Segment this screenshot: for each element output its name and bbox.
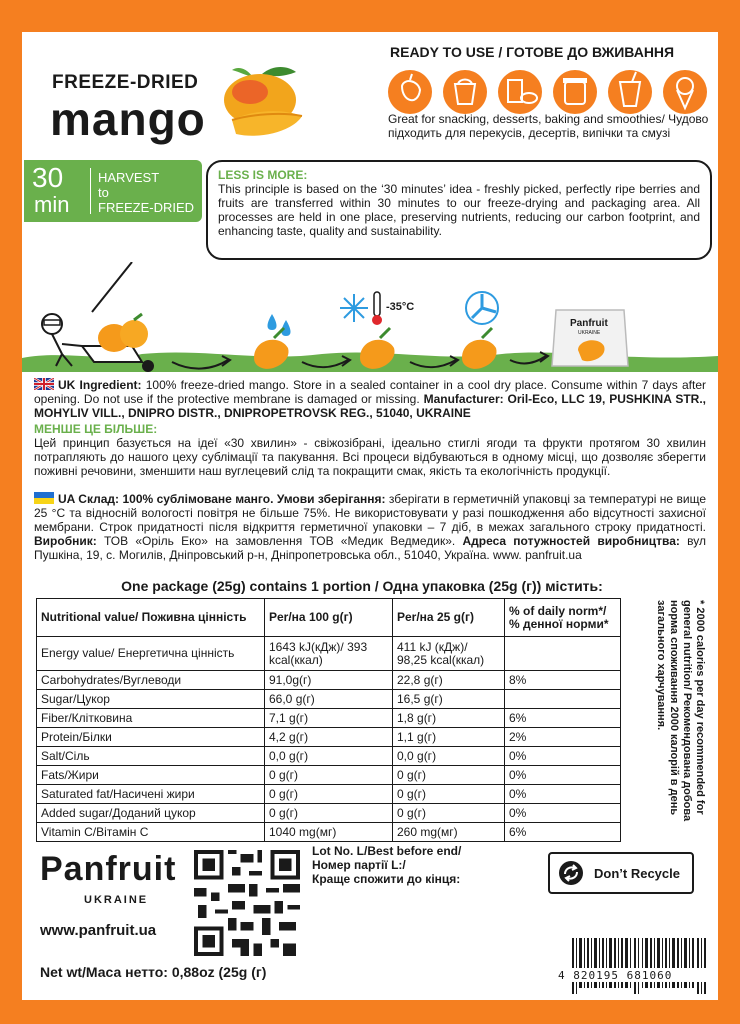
table-cell: 22,8 g(г) [393, 671, 505, 690]
jar-icon [553, 70, 597, 114]
pouch-icon [552, 310, 628, 366]
product-title: mango [50, 93, 206, 145]
table-cell: 8% [505, 671, 621, 690]
table-cell: 66,0 g(г) [265, 690, 393, 709]
pouch-brand: Panfruit [570, 318, 608, 329]
dont-recycle-badge [548, 852, 694, 894]
ua-address-label: Адреса потужностей виробництва: [462, 534, 680, 548]
table-cell: 0% [505, 747, 621, 766]
table-header-row [37, 599, 621, 637]
table-row [37, 766, 621, 785]
table-cell: 0% [505, 766, 621, 785]
brand-logo: Panfruit [40, 850, 177, 888]
badge-unit: min [34, 192, 70, 217]
table-cell: Sugar/Цукор [37, 690, 265, 709]
table-cell: 0% [505, 804, 621, 823]
ua-ingredient-text: 100% сублімоване манго. [119, 492, 277, 506]
smoothie-icon [608, 70, 652, 114]
badge-line1: HARVEST [98, 170, 160, 185]
table-cell: Added sugar/Доданий цукор [37, 804, 265, 823]
badge-text [98, 170, 198, 215]
lot-info [312, 844, 461, 886]
table-cell: 260 mg(мг) [393, 823, 505, 842]
temperature-label: -35°C [386, 301, 415, 313]
table-row [37, 709, 621, 728]
lot-line2: Номер партії L:/ [312, 858, 406, 872]
ua-less-block [34, 422, 706, 478]
ua-less-body: Цей принцип базується на ідеї «30 хвилин» - свіжозібрані, ідеально стиглі ягоди та фрукти протягом 30 хвилин потрапляють до нашого цеху сублімації та пакування. Всі процеси відбуваються в одному місці, що дозволяє зберегти поживні речовини, зменшити наш вуглецевий слід та покращити смак, якість та екологічність продукції. [34, 436, 706, 478]
barcode-number: 4 820195 681060 [558, 968, 714, 982]
table-cell: 0 g(г) [393, 804, 505, 823]
lot-line1: Lot No. L/Best before end/ [312, 844, 462, 858]
cup-icon [443, 70, 487, 114]
table-header-cell: Nutritional value/ Поживна цінність [37, 599, 265, 637]
table-cell: Saturated fat/Насичені жири [37, 785, 265, 804]
table-cell: 7,1 g(г) [265, 709, 393, 728]
product-title-small: FREEZE-DRIED [52, 72, 199, 93]
ua-less-heading: МЕНШЕ ЦЕ БІЛЬШЕ: [34, 422, 158, 436]
usage-text: Great for snacking, desserts, baking and smoothies/ Чудово підходить для перекусів, десертів, випічки та смузі [388, 112, 709, 140]
ua-producer-label: Виробник: [34, 534, 97, 548]
recycle-icon [558, 860, 584, 886]
footnote-text: * 2000 calories per day recommended for general nutrition/ Рекомендована добова норма споживання 2000 калорій в день загального харчування. [655, 600, 706, 822]
table-row [37, 747, 621, 766]
table-cell: 0 g(г) [393, 766, 505, 785]
badge-number: 30 [32, 162, 64, 193]
table-row [37, 690, 621, 709]
table-cell: 6% [505, 709, 621, 728]
table-row [37, 823, 621, 842]
ua-producer-text: ТОВ «Оріль Еко» на замовлення ТОВ «Медик Ведмедик». [96, 534, 463, 548]
table-cell: 0 g(г) [393, 785, 505, 804]
badge-line2: to [98, 185, 109, 200]
table-cell: 0 g(г) [265, 766, 393, 785]
table-cell: 0% [505, 785, 621, 804]
package-title: One package (25g) contains 1 portion / Одна упаковка (25g (г)) містить: [121, 578, 603, 594]
table-cell: 6% [505, 823, 621, 842]
ready-to-use-title: READY TO USE / ГОТОВЕ ДО ВЖИВАННЯ [390, 44, 675, 60]
table-cell: Carbohydrates/Вуглеводи [37, 671, 265, 690]
bubble-heading: LESS IS MORE: [218, 168, 308, 182]
table-cell: Protein/Білки [37, 728, 265, 747]
uk-ingredient-block [34, 378, 706, 420]
daily-norm-footnote [622, 598, 716, 838]
dont-recycle-label: Don’t Recycle [594, 866, 680, 881]
table-cell: 91,0g(г) [265, 671, 393, 690]
table-cell [505, 637, 621, 671]
cereal-box-icon [498, 70, 542, 114]
ua-storage-label: Умови зберігання: [276, 492, 386, 506]
table-cell: 1,1 g(г) [393, 728, 505, 747]
nutrition-table [36, 598, 621, 842]
table-cell: 411 kJ (кДж)/ 98,25 kcal(ккал) [393, 637, 505, 671]
website-link[interactable]: www.panfruit.ua [40, 922, 157, 939]
table-row [37, 728, 621, 747]
table-cell: 0,0 g(г) [393, 747, 505, 766]
fruit-icon [388, 70, 432, 114]
bubble-tail [92, 262, 132, 312]
table-cell: 1643 kJ(кДж)/ 393 kcal(ккал) [265, 637, 393, 671]
thermometer-icon [372, 292, 382, 325]
table-cell: 0,0 g(г) [265, 747, 393, 766]
mango-illustration-icon [202, 64, 307, 144]
ua-ingredient-label: UA Склад: [58, 492, 120, 506]
uk-flag-icon [34, 378, 54, 390]
table-row [37, 637, 621, 671]
table-cell: 4,2 g(г) [265, 728, 393, 747]
table-row [37, 671, 621, 690]
uk-ingredient-text: 100% freeze-dried mango. Store in a sealed container in a cool dry place. Consume within 7 days after opening. Do not use if the protective membrane is damaged or missing. [34, 378, 706, 406]
table-cell [505, 690, 621, 709]
table-header-cell: % of daily norm*/ % денної норми* [505, 599, 621, 637]
table-cell: Vitamin C/Вітамін С [37, 823, 265, 842]
table-cell: 0 g(г) [265, 785, 393, 804]
bubble-body: This principle is based on the ‘30 minutes’ idea - freshly picked, perfectly ripe berries and fruits are transferred within 30 minutes to our freeze-drying and packaging area. All processes are held in one place, preserving nutrients, reducing our carbon footprint, and enhancing taste, quality and sustainability. [218, 182, 700, 238]
ua-address-text: вул Пушкіна, 19, с. Могилів, Дніпровський р-н, Дніпропетровська обл., 51040, Україна. www. panfruit.ua [34, 534, 706, 562]
uk-ingredient-label: UK Ingredient: [58, 378, 142, 392]
ua-storage-text: зберігати в герметичній упаковці за температурі не вище 25 °С та відносній вологості повітря не більше 75%. Не використовувати у разі пошкодження або відсутності захисної мембрани. Строк придатності після відкриття герметичної упаковки – 7 діб, в межах загального строку придатності. [34, 492, 707, 534]
manufacturer-text: Oril-Eco, LLC 19, PUSHKINA STR., MOHYLIV VILL., DNIPRO DISTR., DNIPROPETROVSK REG., 51040, UKRAINE [34, 392, 706, 420]
table-cell: 1,8 g(г) [393, 709, 505, 728]
pouch-sub: UKRAINE [578, 330, 601, 336]
qr-code-icon[interactable] [194, 850, 300, 956]
table-row [37, 804, 621, 823]
table-cell: 1040 mg(мг) [265, 823, 393, 842]
table-cell: 16,5 g(г) [393, 690, 505, 709]
table-cell: Fats/Жири [37, 766, 265, 785]
harvest-badge [24, 160, 202, 222]
table-header-cell: Per/на 100 g(г) [265, 599, 393, 637]
table-header-cell: Per/на 25 g(г) [393, 599, 505, 637]
process-scene [22, 262, 718, 372]
fan-icon [466, 292, 498, 324]
table-cell: Salt/Сіль [37, 747, 265, 766]
label-panel [22, 32, 718, 1000]
net-weight: Net wt/Маса нетто: 0,88oz (25g (г) [40, 964, 267, 980]
table-cell: Fiber/Клітковина [37, 709, 265, 728]
manufacturer-label: Manufacturer: [423, 392, 504, 406]
lot-line3: Краще спожити до кінця: [312, 872, 461, 886]
badge-line3: FREEZE-DRIED [98, 200, 195, 215]
table-row [37, 785, 621, 804]
ice-cream-icon [663, 70, 707, 114]
snowflake-icon [340, 294, 368, 322]
less-is-more-bubble [206, 160, 712, 260]
barcode-icon [570, 938, 710, 996]
table-cell: Energy value/ Енергетична цінність [37, 637, 265, 671]
ua-flag-icon [34, 492, 54, 504]
table-cell: 2% [505, 728, 621, 747]
ua-ingredient-block [34, 492, 706, 562]
badge-divider [90, 168, 91, 214]
brand-logo-sub: UKRAINE [84, 894, 149, 906]
table-cell: 0 g(г) [265, 804, 393, 823]
